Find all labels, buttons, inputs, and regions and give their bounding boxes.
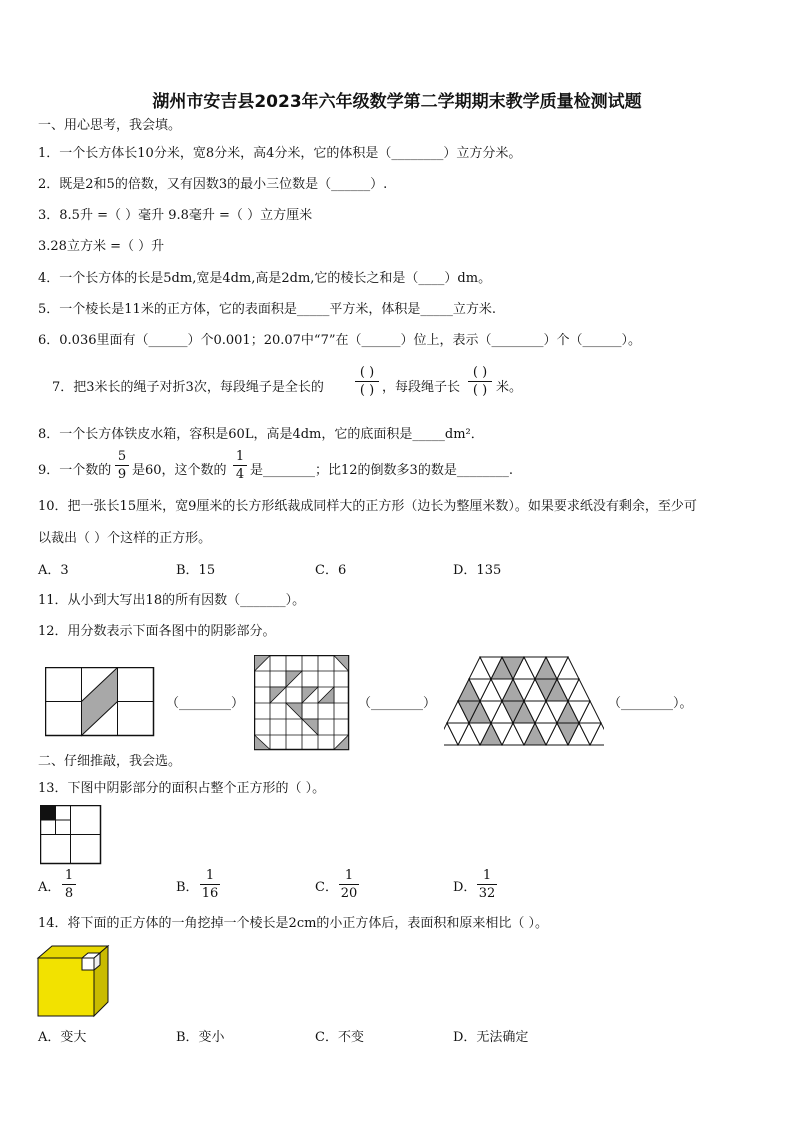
question-14-cube-figure <box>36 944 112 1018</box>
question-14-option-a: A．变大 <box>38 1030 87 1045</box>
triangle-grid <box>444 657 604 745</box>
question-11: 11．从小到大写出18的所有因数（_______）。 <box>38 593 306 608</box>
question-13-option-c-label: C． <box>315 880 338 895</box>
fraction-numerator: 5 <box>117 449 127 464</box>
question-1: 1．一个长方体长10分米，宽8分米，高4分米，它的体积是（________）立方分米。 <box>38 146 522 161</box>
fraction-numerator: 1 <box>64 868 74 883</box>
shaded-square <box>41 806 56 821</box>
question-8: 8．一个长方体铁皮水箱，容积是60L，高是4dm，它的底面积是_____dm²． <box>38 427 484 442</box>
question-13-figure <box>40 805 102 865</box>
fraction-bar <box>468 381 492 382</box>
question-13-option-b-label: B． <box>176 880 199 895</box>
fraction-denominator: 16 <box>201 886 219 901</box>
question-4: 4．一个长方体的长是5dm,宽是4dm,高是2dm,它的棱长之和是（____）dm。 <box>38 271 492 286</box>
question-9-fraction-1 <box>115 449 129 482</box>
question-13-option-a-label: A． <box>38 880 61 895</box>
fraction-bar <box>233 465 247 466</box>
question-9-text-start: 9．一个数的 <box>38 463 112 478</box>
question-13: 13．下图中阴影部分的面积占整个正方形的（ ）。 <box>38 781 326 796</box>
question-14-option-b: B．变小 <box>176 1030 225 1045</box>
question-7-fraction-2 <box>468 365 492 398</box>
question-13-option-d-fraction <box>477 868 497 901</box>
fraction-bar <box>339 884 359 885</box>
question-14-option-c: C．不变 <box>315 1030 364 1045</box>
section-2-heading: 二、仔细推敲，我会选。 <box>38 754 182 769</box>
question-12: 12．用分数表示下面各图中的阴影部分。 <box>38 624 276 639</box>
question-10-line-1: 10．把一张长15厘米，宽9厘米的长方形纸裁成同样大的正方形（边长为整厘米数）。如果要求纸没有剩余，至少可 <box>38 499 697 514</box>
question-13-option-c-fraction <box>339 868 359 901</box>
question-3b: 3.28立方米 =（ ）升 <box>38 239 165 254</box>
question-7-text-end: 米。 <box>496 380 523 395</box>
question-7-fraction-1 <box>355 365 379 398</box>
fraction-bar <box>477 884 497 885</box>
fraction-bar <box>355 381 379 382</box>
question-9-fraction-2 <box>233 449 247 482</box>
question-13-option-b-fraction <box>200 868 220 901</box>
question-12-blank-3: （________）。 <box>608 696 693 711</box>
question-12-blank-1: （________） <box>166 696 245 711</box>
question-10-option-d: D．135 <box>453 563 502 578</box>
fraction-numerator: ( ) <box>359 365 375 380</box>
fraction-bar <box>115 465 129 466</box>
question-6: 6．0.036里面有（______）个0.001；20.07中“7”在（______）位上，表示（________）个（______）。 <box>38 333 641 348</box>
question-7-text-start: 7．把3米长的绳子对折3次，每段绳子是全长的 <box>52 380 324 395</box>
fraction-numerator: 1 <box>235 449 245 464</box>
section-1-heading: 一、用心思考，我会填。 <box>38 118 182 133</box>
fraction-denominator: ( ) <box>359 383 375 398</box>
question-14: 14．将下面的正方体的一角挖掉一个棱长是2cm的小正方体后，表面积和原来相比（ ）。 <box>38 916 549 931</box>
fraction-numerator: 1 <box>344 868 354 883</box>
question-9-text-mid: 是60，这个数的 <box>132 463 227 478</box>
page-title: 湖州市安吉县2023年六年级数学第二学期期末教学质量检测试题 <box>152 92 642 112</box>
question-10-option-b: B．15 <box>176 563 216 578</box>
question-13-option-a-fraction <box>62 868 76 901</box>
fraction-denominator: ( ) <box>472 383 488 398</box>
question-3a: 3．8.5升 =（ ）毫升 9.8毫升 =（ ）立方厘米 <box>38 208 313 223</box>
question-9-text-end: 是________；比12的倒数多3的数是________. <box>250 463 513 478</box>
fraction-numerator: 1 <box>482 868 492 883</box>
fraction-denominator: 9 <box>117 467 127 482</box>
question-12-figure-1 <box>45 667 155 737</box>
question-12-blank-2: （________） <box>358 696 437 711</box>
question-12-figure-3 <box>444 655 604 747</box>
question-13-option-d-label: D． <box>453 880 477 895</box>
fraction-denominator: 32 <box>478 886 496 901</box>
cut-corner-front <box>82 958 94 970</box>
question-10-option-c: C．6 <box>315 563 347 578</box>
fraction-bar <box>62 884 76 885</box>
question-14-option-d: D．无法确定 <box>453 1030 529 1045</box>
question-2: 2．既是2和5的倍数，又有因数3的最小三位数是（______）. <box>38 177 388 192</box>
question-12-figure-2 <box>254 655 350 751</box>
fraction-numerator: ( ) <box>472 365 488 380</box>
fraction-bar <box>200 884 220 885</box>
question-10-option-a: A．3 <box>38 563 69 578</box>
fraction-denominator: 8 <box>64 886 74 901</box>
fraction-numerator: 1 <box>205 868 215 883</box>
question-5: 5．一个棱长是11米的正方体，它的表面积是_____平方米，体积是_____立方米. <box>38 302 496 317</box>
question-10-line-2: 以裁出（ ）个这样的正方形。 <box>38 531 212 546</box>
question-7-text-mid: ，每段绳子长 <box>382 380 461 395</box>
fraction-denominator: 4 <box>235 467 245 482</box>
fraction-denominator: 20 <box>340 886 358 901</box>
